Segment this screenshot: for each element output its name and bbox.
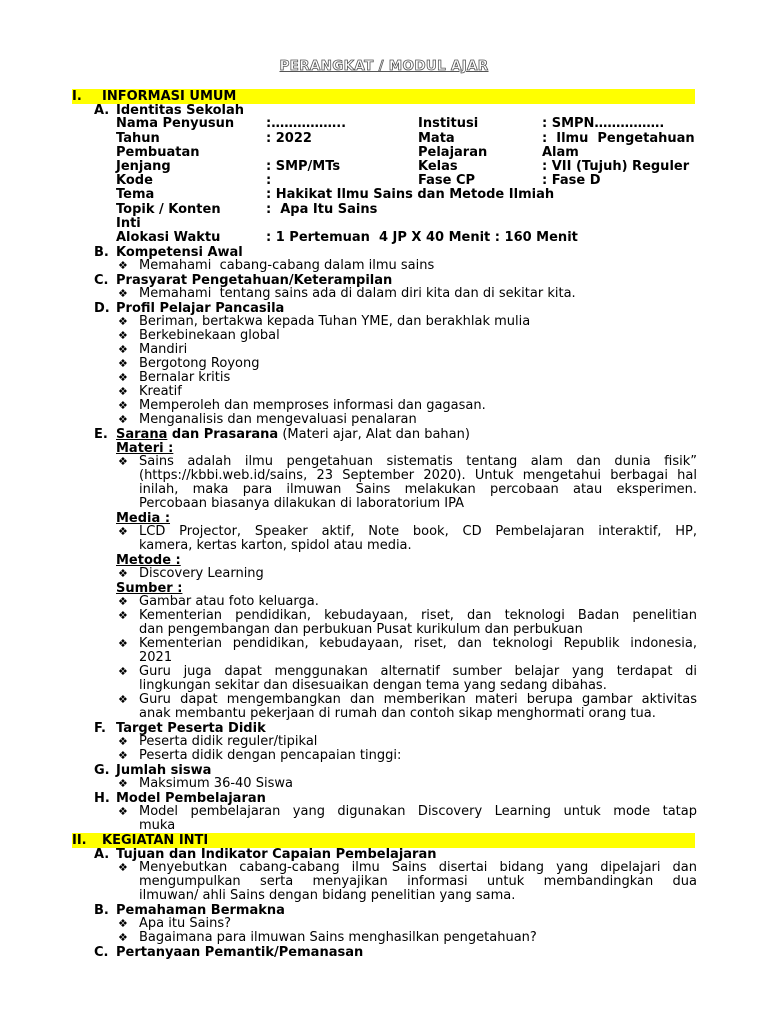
subsection-title-pemahaman: Pemahaman Bermakna [116,903,285,918]
label-mata: Mata [418,131,455,146]
sumber-line: 2021 [139,650,173,665]
value-kelas: : VII (Tujuh) Reguler [542,159,690,174]
materi-line: Sains adalah ilmu pengetahuan sistematis tentang alam dan dunia fisik” [139,454,697,469]
sumber-line: Gambar atau foto keluarga. [139,594,319,609]
label-topik: Topik / Konten [116,202,221,217]
subsection-title-profil-pelajar: Profil Pelajar Pancasila [116,301,285,316]
subsection-letter: D. [94,301,110,316]
bullet-icon: ❖ [118,917,128,930]
bullet-icon: ❖ [118,693,128,706]
list-item: Beriman, bertakwa kepada Tuhan YME, dan berakhlak mulia [139,314,531,329]
label-kelas: Kelas [418,159,458,174]
value-topik: : Apa Itu Sains [266,202,378,217]
subsection-title-prasyarat: Prasyarat Pengetahuan/Keterampilan [116,273,393,288]
sumber-line: dan pengembangan dan perbukuan Pusat kurikulum dan perbukuan [139,622,583,637]
value-tema: : Hakikat Ilmu Sains dan Metode Ilmiah [266,187,555,202]
list-item: Kreatif [139,384,182,399]
bullet-icon: ❖ [118,287,128,300]
section-header-kegiatan-inti [72,833,695,848]
subsection-title-identitas: Identitas Sekolah [116,103,245,118]
materi-line: inilah, maka para ilmuwan Sains melakukan percobaan atau eksperimen. [139,482,697,497]
bullet-icon: ❖ [118,259,128,272]
label-pelajaran: Pelajaran [418,145,488,160]
list-item: Bergotong Royong [139,356,260,371]
list-item: Discovery Learning [139,566,264,581]
bullet-icon: ❖ [118,609,128,622]
sumber-label: Sumber : [116,581,183,596]
label-pembuatan: Pembuatan [116,145,200,160]
metode-label: Metode : [116,553,181,568]
bullet-icon: ❖ [118,399,128,412]
subsection-letter: A. [94,847,110,862]
model-line: Model pembelajaran yang digunakan Discovery Learning untuk mode tatap [139,804,697,819]
label-jenjang: Jenjang [116,159,171,174]
subsection-letter: F. [94,721,106,736]
subsection-title-tujuan: Tujuan dan Indikator Capaian Pembelajaran [116,847,437,862]
label-tema: Tema [116,187,155,202]
subsection-letter: B. [94,245,109,260]
label-alokasi-waktu: Alokasi Waktu [116,230,221,245]
media-line: LCD Projector, Speaker aktif, Note book, CD Pembelajaran interaktif, HP, [139,524,697,539]
subsection-letter: C. [94,273,109,288]
model-line: muka [139,818,176,833]
value-alokasi-waktu: : 1 Pertemuan 4 JP X 40 Menit : 160 Menit [266,230,578,245]
value-institusi: : SMPN……………. [542,116,665,131]
value-fase-cp: : Fase D [542,173,601,188]
subsection-title-jumlah-siswa: Jumlah siswa [116,763,212,778]
title-sarana: Sarana [116,427,168,442]
value-jenjang: : SMP/MTs [266,159,341,174]
bullet-icon: ❖ [118,357,128,370]
bullet-icon: ❖ [118,567,128,580]
sumber-line: Kementerian pendidikan, kebudayaan, riset, dan teknologi Badan penelitian [139,608,697,623]
subsection-letter: H. [94,791,110,806]
list-item: Menganalisis dan mengevaluasi penalaran [139,412,417,427]
bullet-icon: ❖ [118,525,128,538]
sumber-line: Kementerian pendidikan, kebudayaan, riset, dan teknologi Republik indonesia, [139,636,697,651]
document-title: PERANGKAT / MODUL AJAR [279,58,489,74]
sumber-line: Guru juga dapat menggunakan alternatif sumber belajar yang terdapat di [139,664,697,679]
bullet-icon: ❖ [118,637,128,650]
sumber-line: Guru dapat mengembangkan dan memberikan materi berupa gambar aktivitas [139,692,697,707]
label-nama-penyusun: Nama Penyusun [116,116,235,131]
list-item: Peserta didik dengan pencapaian tinggi: [139,748,402,763]
subsection-title-kompetensi-awal: Kompetensi Awal [116,245,243,260]
bullet-icon: ❖ [118,931,128,944]
list-item: Bagaimana para ilmuwan Sains menghasilkan pengetahuan? [139,930,537,945]
materi-label: Materi : [116,441,174,456]
list-item: Memahami tentang sains ada di dalam diri kita dan di sekitar kita. [139,286,576,301]
sumber-line: anak membantu pekerjaan di rumah dan contoh sikap menghormati orang tua. [139,706,656,721]
section-title: KEGIATAN INTI [102,833,209,848]
tujuan-line: Menyebutkan cabang-cabang ilmu Sains disertai bidang yang dipelajari dan [139,860,697,875]
list-item: Peserta didik reguler/tipikal [139,734,318,749]
section-header-informasi-umum [72,89,695,104]
label-kode: Kode [116,173,153,188]
value-kode: : [266,173,272,188]
subsection-title-pertanyaan: Pertanyaan Pemantik/Pemanasan [116,945,364,960]
bullet-icon: ❖ [118,413,128,426]
media-line: kamera, kertas karton, spidol atau media. [139,538,412,553]
label-inti: Inti [116,216,141,231]
bullet-icon: ❖ [118,595,128,608]
value-mata-pelajaran: : Ilmu Pengetahuan [542,131,695,146]
label-tahun: Tahun [116,131,160,146]
tujuan-line: ilmuwan/ ahli Sains dengan bidang penelitian yang sama. [139,888,516,903]
title-note: (Materi ajar, Alat dan bahan) [278,427,470,442]
list-item: Bernalar kritis [139,370,231,385]
section-number: II. [72,833,87,848]
subsection-letter: A. [94,103,110,118]
bullet-icon: ❖ [118,777,128,790]
subsection-title-model: Model Pembelajaran [116,791,266,806]
list-item: Memperoleh dan memproses informasi dan gagasan. [139,398,486,413]
media-label: Media : [116,511,171,526]
bullet-icon: ❖ [118,329,128,342]
bullet-icon: ❖ [118,371,128,384]
title-prasarana: dan Prasarana [167,427,279,442]
subsection-letter: C. [94,945,109,960]
bullet-icon: ❖ [118,343,128,356]
label-institusi: Institusi [418,116,479,131]
bullet-icon: ❖ [118,805,128,818]
subsection-title-sarana-prasarana [116,427,470,442]
bullet-icon: ❖ [118,665,128,678]
value-tahun: : 2022 [266,131,312,146]
subsection-letter: E. [94,427,108,442]
sumber-line: lingkungan sekitar dan disesuaikan dengan tema yang sedang dibahas. [139,678,607,693]
bullet-icon: ❖ [118,315,128,328]
bullet-icon: ❖ [118,861,128,874]
bullet-icon: ❖ [118,385,128,398]
label-fase-cp: Fase CP [418,173,476,188]
list-item: Maksimum 36-40 Siswa [139,776,293,791]
list-item: Berkebinekaan global [139,328,280,343]
bullet-icon: ❖ [118,735,128,748]
section-title: INFORMASI UMUM [102,89,237,104]
list-item: Apa itu Sains? [139,916,232,931]
subsection-letter: B. [94,903,109,918]
bullet-icon: ❖ [118,749,128,762]
list-item: Memahami cabang-cabang dalam ilmu sains [139,258,435,273]
value-nama-penyusun: :…………….. [266,116,347,131]
subsection-title-target: Target Peserta Didik [116,721,266,736]
bullet-icon: ❖ [118,455,128,468]
subsection-letter: G. [94,763,110,778]
materi-line: Percobaan biasanya dilakukan di laboratorium IPA [139,496,465,511]
list-item: Mandiri [139,342,188,357]
value-alam: Alam [542,145,579,160]
tujuan-line: mengumpulkan serta menyajikan informasi untuk membandingkan dua [139,874,697,889]
materi-line: (https://kbbi.web.id/sains, 23 September 2020). Untuk mengetahui berbagai hal [139,468,697,483]
section-number: I. [72,89,82,104]
